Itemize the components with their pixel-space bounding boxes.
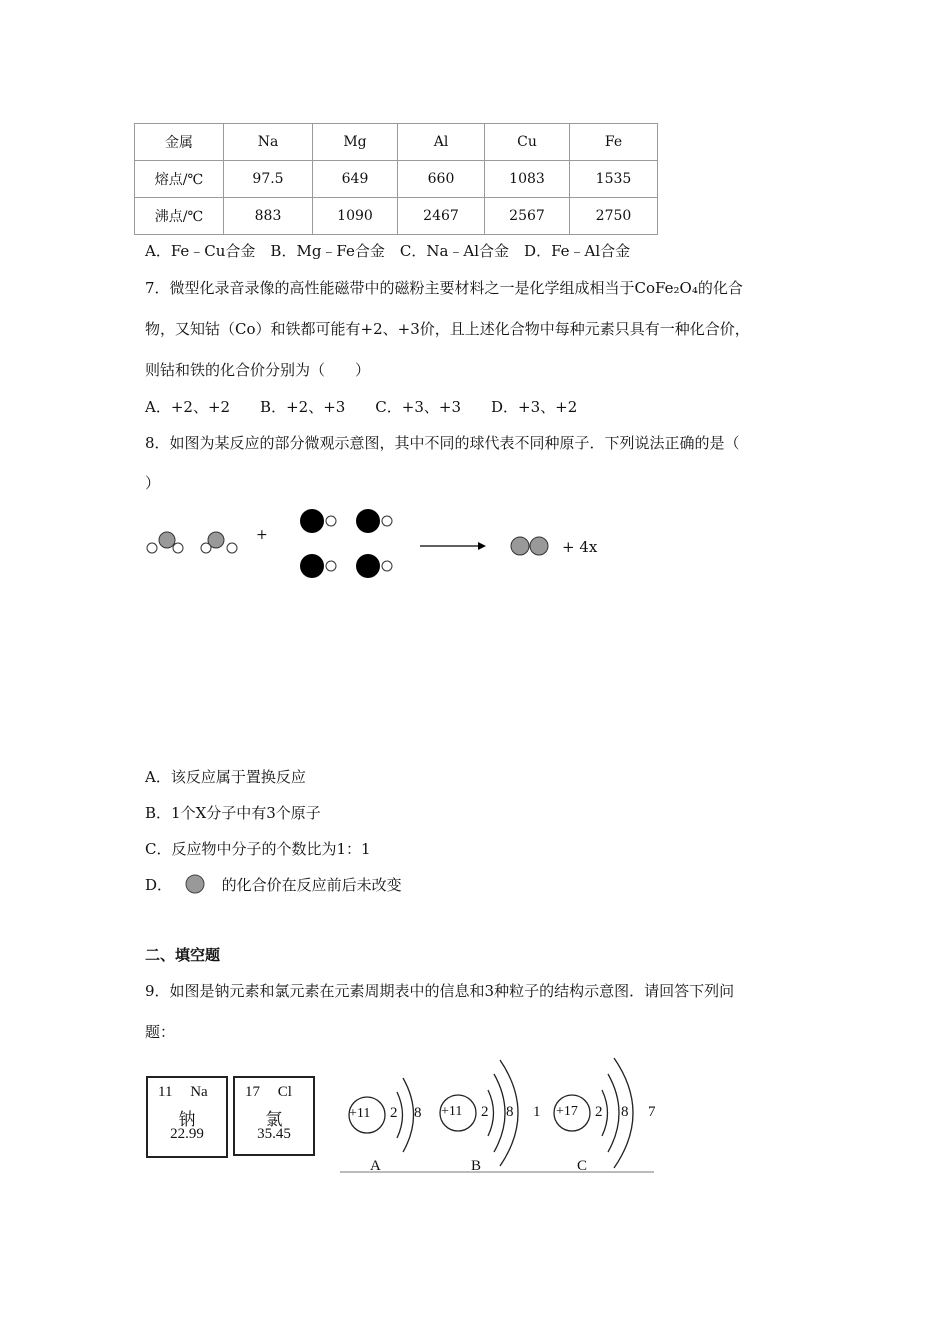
element-number-symbol — [158, 1084, 208, 1101]
q8-line-2: ） — [145, 474, 161, 492]
shell-c-1 — [602, 1090, 608, 1136]
shell-b-e1: 2 — [481, 1104, 489, 1120]
shell-c-e3: 7 — [648, 1104, 656, 1120]
table-cell: 2750 — [570, 198, 658, 235]
table-cell: 649 — [313, 161, 398, 198]
q8-option-a: A．该反应属于置换反应 — [145, 768, 306, 786]
option-d-prefix: D． — [145, 876, 173, 894]
q8-line-1: 8．如图为某反应的部分微观示意图，其中不同的球代表不同种原子．下列说法正确的是（ — [145, 434, 740, 452]
nucleus-b-charge: +11 — [441, 1104, 463, 1119]
reactant-molecule-3 — [300, 509, 336, 533]
table-header: Cu — [485, 124, 570, 161]
table-header: 金属 — [135, 124, 224, 161]
table-cell: 660 — [398, 161, 485, 198]
shell-a-1 — [397, 1092, 403, 1138]
q7-options: A．+2、+2 B．+2、+3 C．+3、+3 D．+3、+2 — [145, 398, 578, 416]
table-header: Fe — [570, 124, 658, 161]
table-row — [135, 198, 658, 235]
arrow-head-icon — [478, 542, 486, 550]
q8-option-d — [145, 874, 402, 897]
element-mass: 22.99 — [170, 1126, 204, 1142]
table-header: Al — [398, 124, 485, 161]
element-card-cl — [233, 1076, 315, 1156]
table-header-row — [135, 124, 658, 161]
table-row — [135, 161, 658, 198]
q9-line-2: 题： — [145, 1023, 176, 1041]
table-cell: 883 — [224, 198, 313, 235]
shell-b-1 — [488, 1090, 494, 1136]
element-symbol: Cl — [277, 1084, 292, 1100]
shell-b-2 — [494, 1074, 505, 1152]
gray-atom-icon — [177, 873, 217, 895]
shell-a-e1: 2 — [390, 1105, 398, 1121]
option-d-suffix: 的化合价在反应前后未改变 — [221, 876, 402, 894]
table-cell: 97.5 — [224, 161, 313, 198]
reaction-diagram — [140, 500, 600, 585]
q7-line-2: 物，又知钴（Co）和铁都可能有+2、+3价，且上述化合物中每种元素只具有一种化合价， — [145, 320, 750, 338]
shell-a-e2: 8 — [414, 1105, 422, 1121]
table-cell: 沸点/℃ — [135, 198, 224, 235]
element-name: 氯 — [265, 1110, 283, 1129]
q8-option-b: B．1个X分子中有3个原子 — [145, 804, 321, 822]
diagram-label-a: A — [370, 1158, 381, 1174]
shell-b-e3: 1 — [533, 1104, 541, 1120]
table-cell: 1535 — [570, 161, 658, 198]
element-number: 17 — [245, 1084, 260, 1100]
element-number-symbol — [245, 1084, 292, 1101]
element-mass: 35.45 — [257, 1126, 291, 1142]
shell-c-e2: 8 — [621, 1104, 629, 1120]
element-number: 11 — [158, 1084, 173, 1100]
q6-options: A．Fe﹣Cu合金 B．Mg﹣Fe合金 C．Na﹣Al合金 D．Fe﹣Al合金 — [145, 242, 631, 260]
melting-boiling-table — [134, 123, 658, 235]
reactant-molecule-5 — [300, 554, 336, 578]
section-title: 二、填空题 — [145, 946, 221, 964]
table-cell: 1090 — [313, 198, 398, 235]
shell-c-2 — [608, 1074, 619, 1152]
diagram-label-c: C — [577, 1158, 588, 1174]
product-label: + 4x — [562, 538, 598, 556]
q7-line-1: 7．微型化录音录像的高性能磁带中的磁粉主要材料之一是化学组成相当于CoFe₂O₄的化合 — [145, 279, 743, 297]
q9-line-1: 9．如图是钠元素和氯元素在元素周期表中的信息和3种粒子的结构示意图．请回答下列问 — [145, 982, 735, 1000]
reactant-molecule-4 — [356, 509, 392, 533]
q8-option-c: C．反应物中分子的个数比为1：1 — [145, 840, 371, 858]
q7-line-3: 则钴和铁的化合价分别为（ ） — [145, 361, 371, 379]
table-header: Mg — [313, 124, 398, 161]
product-molecule — [511, 537, 548, 555]
table-cell: 2467 — [398, 198, 485, 235]
table-cell: 1083 — [485, 161, 570, 198]
reactant-molecule-6 — [356, 554, 392, 578]
atom-structure-diagrams — [340, 1050, 660, 1180]
element-name: 钠 — [178, 1110, 196, 1129]
table-cell: 2567 — [485, 198, 570, 235]
shell-b-e2: 8 — [506, 1104, 514, 1120]
nucleus-a-charge: +11 — [349, 1106, 371, 1121]
nucleus-c-charge: +17 — [556, 1104, 578, 1119]
diagram-label-b: B — [471, 1158, 482, 1174]
reactant-molecule-2 — [201, 532, 237, 553]
element-card-na — [146, 1076, 228, 1158]
reactant-molecule-1 — [147, 532, 183, 553]
shell-a-2 — [403, 1078, 414, 1152]
reaction-plus: + — [256, 527, 268, 543]
element-symbol: Na — [190, 1084, 208, 1100]
table-cell: 熔点/℃ — [135, 161, 224, 198]
table-header: Na — [224, 124, 313, 161]
shell-c-e1: 2 — [595, 1104, 603, 1120]
